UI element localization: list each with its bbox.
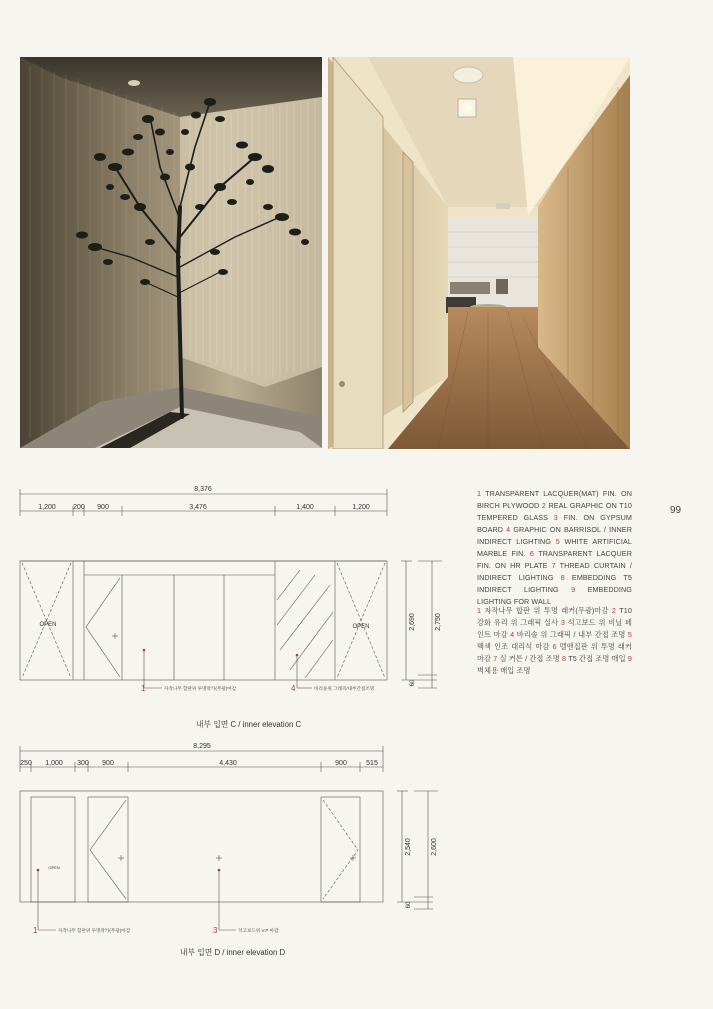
note-number: 1 — [477, 489, 482, 498]
note-number: 3 — [553, 513, 558, 522]
elev-c-seg: 1,200 — [352, 504, 370, 511]
elev-c-total: 8,376 — [194, 486, 212, 493]
elev-d-seg: 250 — [20, 760, 32, 767]
elev-c-seg: 200 — [73, 504, 85, 511]
note-number: 1 — [477, 606, 482, 615]
note-number: 4 — [510, 630, 515, 639]
note-number: 5 — [627, 630, 632, 639]
elev-c-callout-4-text: 바리솔위 그래픽/내부간접조명 — [314, 686, 375, 691]
note-text: EMBEDDING T5 INDIRECT LIGHTING — [477, 573, 632, 594]
elev-c-callout-4-num: 4 — [291, 684, 296, 693]
note-number: 9 — [571, 585, 576, 594]
note-number: 7 — [551, 561, 556, 570]
elev-c-open-right: OPEN — [352, 624, 370, 630]
elev-d-seg: 900 — [102, 760, 114, 767]
note-text: GRAPHIC ON BARRISOL / INNER INDIRECT LIGHTING — [477, 525, 632, 546]
note-number: 7 — [493, 654, 498, 663]
elev-d-height-total: 2,600 — [431, 838, 438, 856]
note-number: 2 — [541, 501, 546, 510]
note-number: 8 — [561, 654, 567, 663]
note-text: REAL GRAPHIC ON T10 TEMPERED GLASS — [477, 501, 632, 522]
elev-c-seg: 1,400 — [296, 504, 314, 511]
elev-c-seg: 900 — [97, 504, 109, 511]
note-text: 실 커튼 / 간접 조명 — [497, 654, 562, 663]
notes-english — [477, 488, 632, 608]
elev-c-height-inner: 2,690 — [409, 613, 416, 631]
note-text: 백색 인조 대리석 마감 — [477, 642, 553, 651]
notes-korean — [477, 605, 632, 677]
elev-d-callout-1-text: 자작나무 합판위 투명락카(무광)마감 — [58, 928, 131, 933]
note-text: 벽체용 매입 조명 — [477, 666, 531, 675]
elevation-c-caption: 내부 입면 C / inner elevation C — [196, 720, 302, 729]
note-number: 2 — [611, 606, 616, 615]
note-text: 석고보드 위 비닐 페인트 마감 — [477, 618, 632, 639]
note-number: 8 — [560, 573, 565, 582]
note-text: T10 강화 유리 위 그래픽 실사 — [477, 606, 632, 627]
note-text: WHITE ARTIFICIAL MARBLE FIN. — [477, 537, 632, 558]
elev-d-total: 8,295 — [193, 743, 211, 750]
note-text: 자작나무 합판 위 투명 래커(무광)마감 — [481, 606, 612, 615]
elev-c-seg: 3,476 — [189, 504, 207, 511]
note-text: FIN. ON GYPSUM BOARD — [477, 513, 632, 534]
note-number: 6 — [552, 642, 557, 651]
elev-d-seg: 300 — [77, 760, 89, 767]
note-text: TRANSPARENT LACQUER FIN. ON HR PLATE — [477, 549, 632, 570]
elev-c-seg: 1,200 — [38, 504, 56, 511]
elevation-d-caption: 내부 입면 D / inner elevation D — [180, 948, 286, 957]
note-number: 4 — [506, 525, 511, 534]
note-number: 9 — [627, 654, 632, 663]
elev-d-callout-3-text: 석고보드위 V.P 마감 — [238, 928, 279, 933]
elev-d-base: 60 — [406, 901, 412, 909]
note-text: THREAD CURTAIN / INDIRECT LIGHTING — [477, 561, 632, 582]
page-number: 99 — [670, 505, 682, 516]
elev-c-height-total: 2,750 — [435, 613, 442, 631]
elev-d-height-inner: 2,540 — [405, 838, 412, 856]
elev-d-seg: 900 — [335, 760, 347, 767]
elev-d-open: OPEN — [48, 865, 60, 870]
elev-d-callout-1-num: 1 — [33, 926, 38, 935]
elev-c-callout-1-num: 1 — [141, 684, 146, 693]
elev-d-callout-3-num: 3 — [213, 926, 218, 935]
note-text: EMBEDDING LIGHTING FOR WALL — [477, 585, 632, 606]
note-number: 6 — [529, 549, 534, 558]
note-text: 멜엔집판 위 투명 래커 마감 — [477, 642, 633, 663]
note-number: 3 — [560, 618, 565, 627]
elev-d-seg: 515 — [366, 760, 378, 767]
elev-c-callout-1-text: 자작나무 합판위 투명락카(무광)마감 — [164, 686, 237, 691]
elev-d-seg: 4,430 — [219, 760, 237, 767]
note-text: 바리솔 위 그래픽 / 내부 간접 조명 — [514, 630, 628, 639]
note-number: 5 — [555, 537, 560, 546]
note-text: TRANSPARENT LACQUER(MAT) FIN. ON BIRCH PLYWOOD — [477, 489, 632, 510]
elev-d-seg: 1,000 — [45, 760, 63, 767]
elev-c-base: 60 — [410, 679, 416, 687]
note-text: T5 간접 조명 매입 — [566, 654, 628, 663]
elev-c-open-left: OPEN — [39, 622, 57, 628]
